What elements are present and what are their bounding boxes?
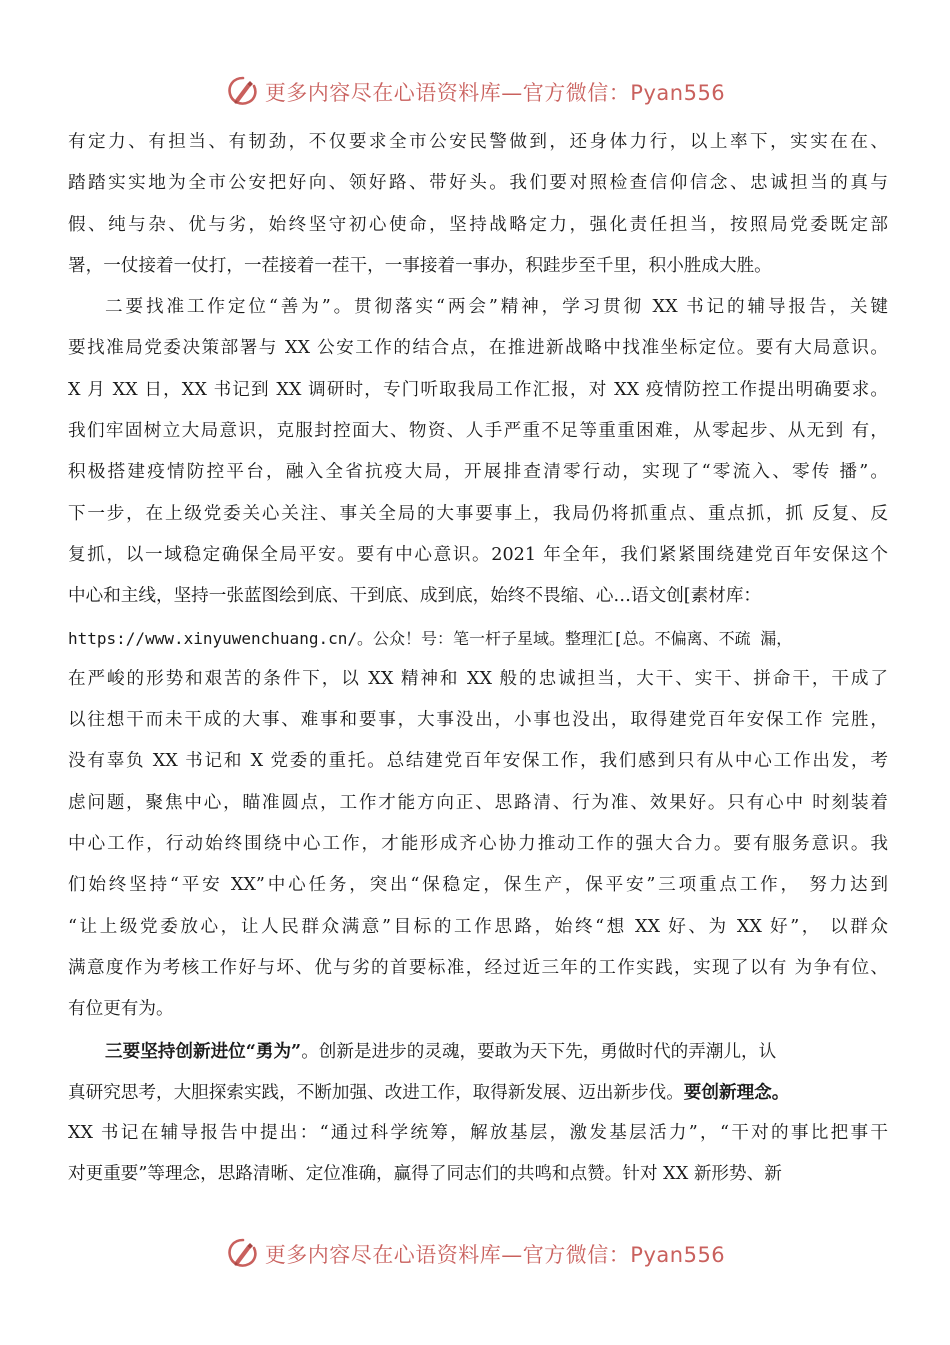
document-body [68, 122, 888, 1196]
paragraph-3-line: XX 书记在辅导报告中提出：“通过科学统筹，解放基层，激发基层活力”，“干对的事比把事干 [68, 1123, 888, 1144]
header-watermark-inner [225, 74, 725, 110]
paragraph-2-line: 满意度作为考核工作好与坏、优与劣的首要标准，经过近三年的工作实践，实现了以有 为争有位、 [68, 957, 888, 978]
paragraph-3-line: 对更重要”等理念，思路清晰、定位准确，赢得了同志们的共鸣和点赞。针对 XX 新形势、新 [68, 1164, 782, 1185]
header-watermark-text: 更多内容尽在心语资料库—官方微信：Pyan556 [264, 81, 726, 105]
paragraph-2-url-line: https://www.xinyuwenchuang.cn/。公众！号：笔一杆子星域。整理汇[总。不偏离、不疏 漏， [68, 628, 793, 648]
paragraph-2-line: 中心和主线，坚持一张蓝图绘到底、干到底、成到底，始终不畏缩、心…语文创[素材库： [68, 586, 762, 607]
paragraph-3-heading-rest: 。创新是进步的灵魂，要敢为天下先，勇做时代的弄潮儿，认 [301, 1041, 777, 1062]
paragraph-2-line: 积极搭建疫情防控平台，融入全省抗疫大局，开展排查清零行动，实现了“零流入、零传 播”。 [68, 462, 888, 483]
paragraph-2-line: 中心工作，行动始终围绕中心工作，才能形成齐心协力推动工作的强大合力。要有服务意识。我 [68, 834, 888, 855]
paragraph-2-line: 虑问题，聚焦中心，瞄准圆点，工作才能方向正、思路清、行为准、效果好。只有心中 时刻装着 [68, 792, 888, 813]
paragraph-1-line: 有定力、有担当、有韧劲，不仅要求全市公安民警做到，还身体力行，以上率下，实实在在、 [68, 132, 888, 152]
paragraph-3-heading: 三要坚持创新进位“勇为” [105, 1040, 302, 1062]
paragraph-3-text: 真研究思考，大胆探索实践，不断加强、改进工作，取得新发展、迈出新步伐。 [68, 1082, 684, 1103]
paragraph-3-line [68, 1072, 888, 1113]
paragraph-2-line: 我们牢固树立大局意识，克服封控面大、物资、人手严重不足等重重困难，从零起步、从无到 有， [68, 421, 888, 442]
paragraph-2-line: 复抓，以一域稳定确保全局平安。要有中心意识。2021 年全年，我们紧紧围绕建党百年安保这个 [68, 544, 888, 565]
paragraph-2-line: 在严峻的形势和艰苦的条件下，以 XX 精神和 XX 般的忠诚担当，大干、实干、拼命干，干成了 [68, 668, 888, 689]
paragraph-2-line: 下一步，在上级党委关心关注、事关全局的大事要事上，我局仍将抓重点、重点抓，抓 反复、反 [68, 503, 888, 524]
paragraph-3-subheading: 要创新理念。 [683, 1081, 790, 1103]
paragraph-1-line: 假、纯与杂、优与劣，始终坚守初心使命，坚持战略定力，强化责任担当，按照局党委既定部 [68, 214, 888, 235]
paragraph-2-line: 要找准局党委决策部署与 XX 公安工作的结合点，在推进新战略中找准坐标定位。要有大局意识。 [68, 338, 888, 359]
paragraph-2-line: 有位更有为。 [68, 999, 174, 1020]
paragraph-1-line: 踏踏实实地为全市公安把好向、领好路、带好头。我们要对照检查信仰信念、忠诚担当的真与 [68, 173, 888, 194]
paragraph-3-line [68, 1031, 888, 1072]
paragraph-2-line: 二要找准工作定位“善为”。贯彻落实“两会”精神，学习贯彻 XX 书记的辅导报告，关键 [105, 297, 888, 318]
paragraph-1-line: 署，一仗接着一仗打，一茬接着一茬干，一事接着一事办，积跬步至千里，积小胜成大胜。 [68, 255, 772, 276]
paragraph-2-line: X 月 XX 日，XX 书记到 XX 调研时，专门听取我局工作汇报，对 XX 疫情防控工作提出明确要求。 [68, 379, 888, 400]
footer-watermark-inner [225, 1236, 725, 1272]
paragraph-2-line: 没有辜负 XX 书记和 X 党委的重托。总结建党百年安保工作，我们感到只有从中心工作出发，考 [68, 751, 888, 772]
footer-watermark [0, 1234, 950, 1274]
paragraph-2-line: “让上级党委放心，让人民群众满意”目标的工作思路，始终“想 XX 好、为 XX 好”， 以群众 [68, 916, 888, 937]
header-watermark [0, 72, 950, 112]
paragraph-2-line: 们始终坚持“平安 XX”中心任务，突出“保稳定，保生产，保平安”三项重点工作， 努力达到 [68, 875, 888, 896]
red-pen-swirl-logo-icon [225, 74, 261, 110]
paragraph-2-line: 以往想干而未干成的大事、难事和要事，大事没出，小事也没出，取得建党百年安保工作 完胜， [68, 710, 888, 731]
red-pen-swirl-logo-icon [225, 1236, 261, 1272]
footer-watermark-text: 更多内容尽在心语资料库—官方微信：Pyan556 [264, 1243, 726, 1267]
